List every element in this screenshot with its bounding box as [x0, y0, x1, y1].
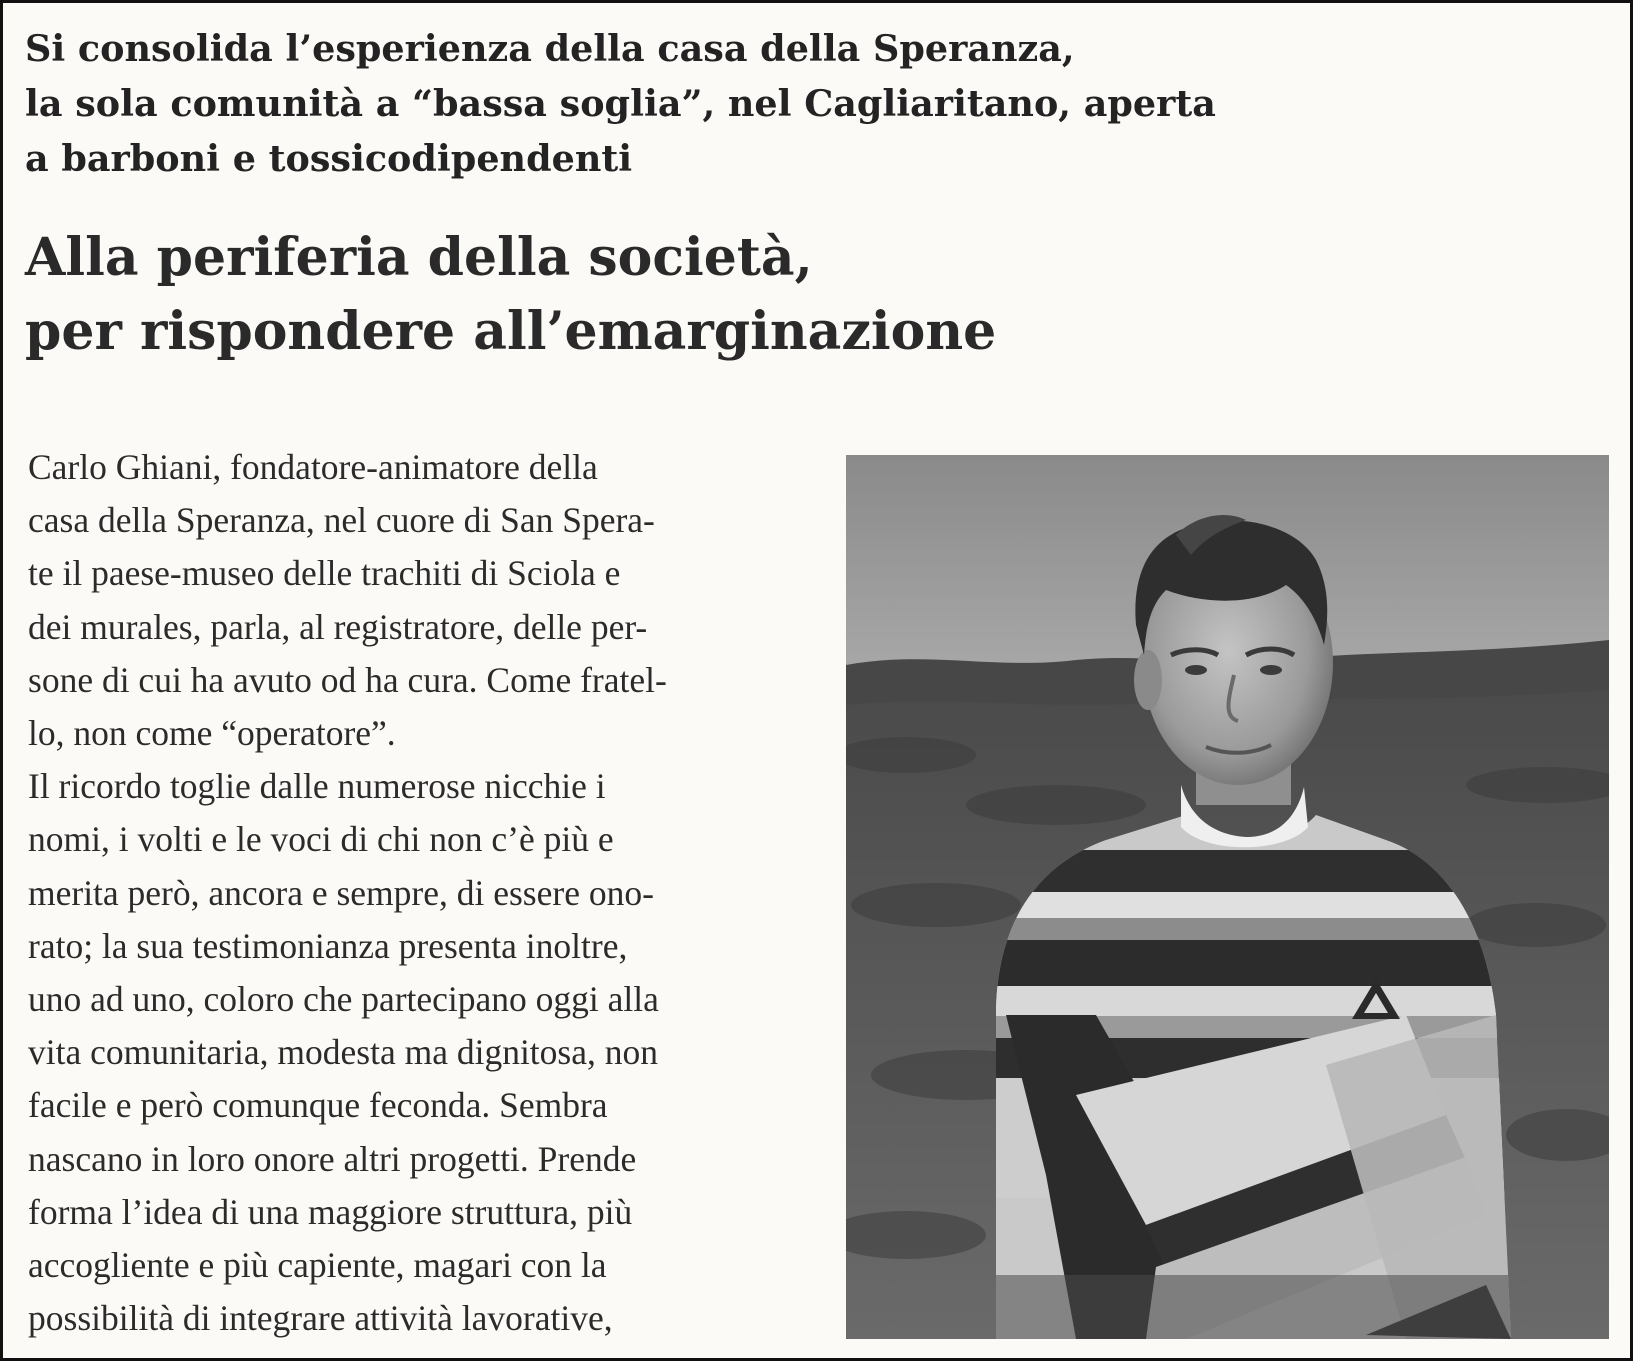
article-body [28, 441, 788, 1345]
body-line: casa della Speranza, nel cuore di San Spera- [28, 500, 655, 541]
body-line: dei murales, parla, al registratore, delle per- [28, 606, 648, 647]
article-headline [25, 221, 1585, 369]
portrait-photo-image [846, 455, 1609, 1339]
kicker-line: Si consolida l’esperienza della casa della Speranza, [25, 27, 1075, 70]
kicker-line: a barboni e tossicodipendenti [25, 137, 633, 180]
headline-line: per rispondere all’emarginazione [25, 301, 997, 362]
body-line: te il paese-museo delle trachiti di Sciola e [28, 553, 621, 594]
body-line: lo, non come “operatore”. [28, 713, 396, 754]
body-line: vita comunitaria, modesta ma dignitosa, non [28, 1032, 658, 1073]
body-line: uno ad uno, coloro che partecipano oggi alla [28, 979, 659, 1020]
article-kicker [25, 21, 1585, 186]
body-line: accogliente e più capiente, magari con la [28, 1245, 607, 1286]
body-line: facile e però comunque feconda. Sembra [28, 1085, 608, 1126]
body-line: merita però, ancora e sempre, di essere ono- [28, 872, 654, 913]
kicker-line: la sola comunità a “bassa soglia”, nel Cagliaritano, aperta [25, 82, 1216, 125]
portrait-photo [846, 455, 1609, 1339]
body-line: nascano in loro onore altri progetti. Prende [28, 1138, 637, 1179]
body-line: Carlo Ghiani, fondatore-animatore della [28, 447, 598, 487]
body-line: nomi, i volti e le voci di chi non c’è più e [28, 819, 614, 860]
headline-line: Alla periferia della società, [25, 227, 813, 288]
body-line: possibilità di integrare attività lavorative, [28, 1298, 613, 1339]
body-line: Il ricordo toglie dalle numerose nicchie i [28, 766, 606, 807]
body-line: sone di cui ha avuto od ha cura. Come fratel- [28, 659, 667, 700]
body-line: forma l’idea di una maggiore struttura, più [28, 1191, 633, 1232]
body-line: rato; la sua testimonianza presenta inoltre, [28, 925, 628, 966]
